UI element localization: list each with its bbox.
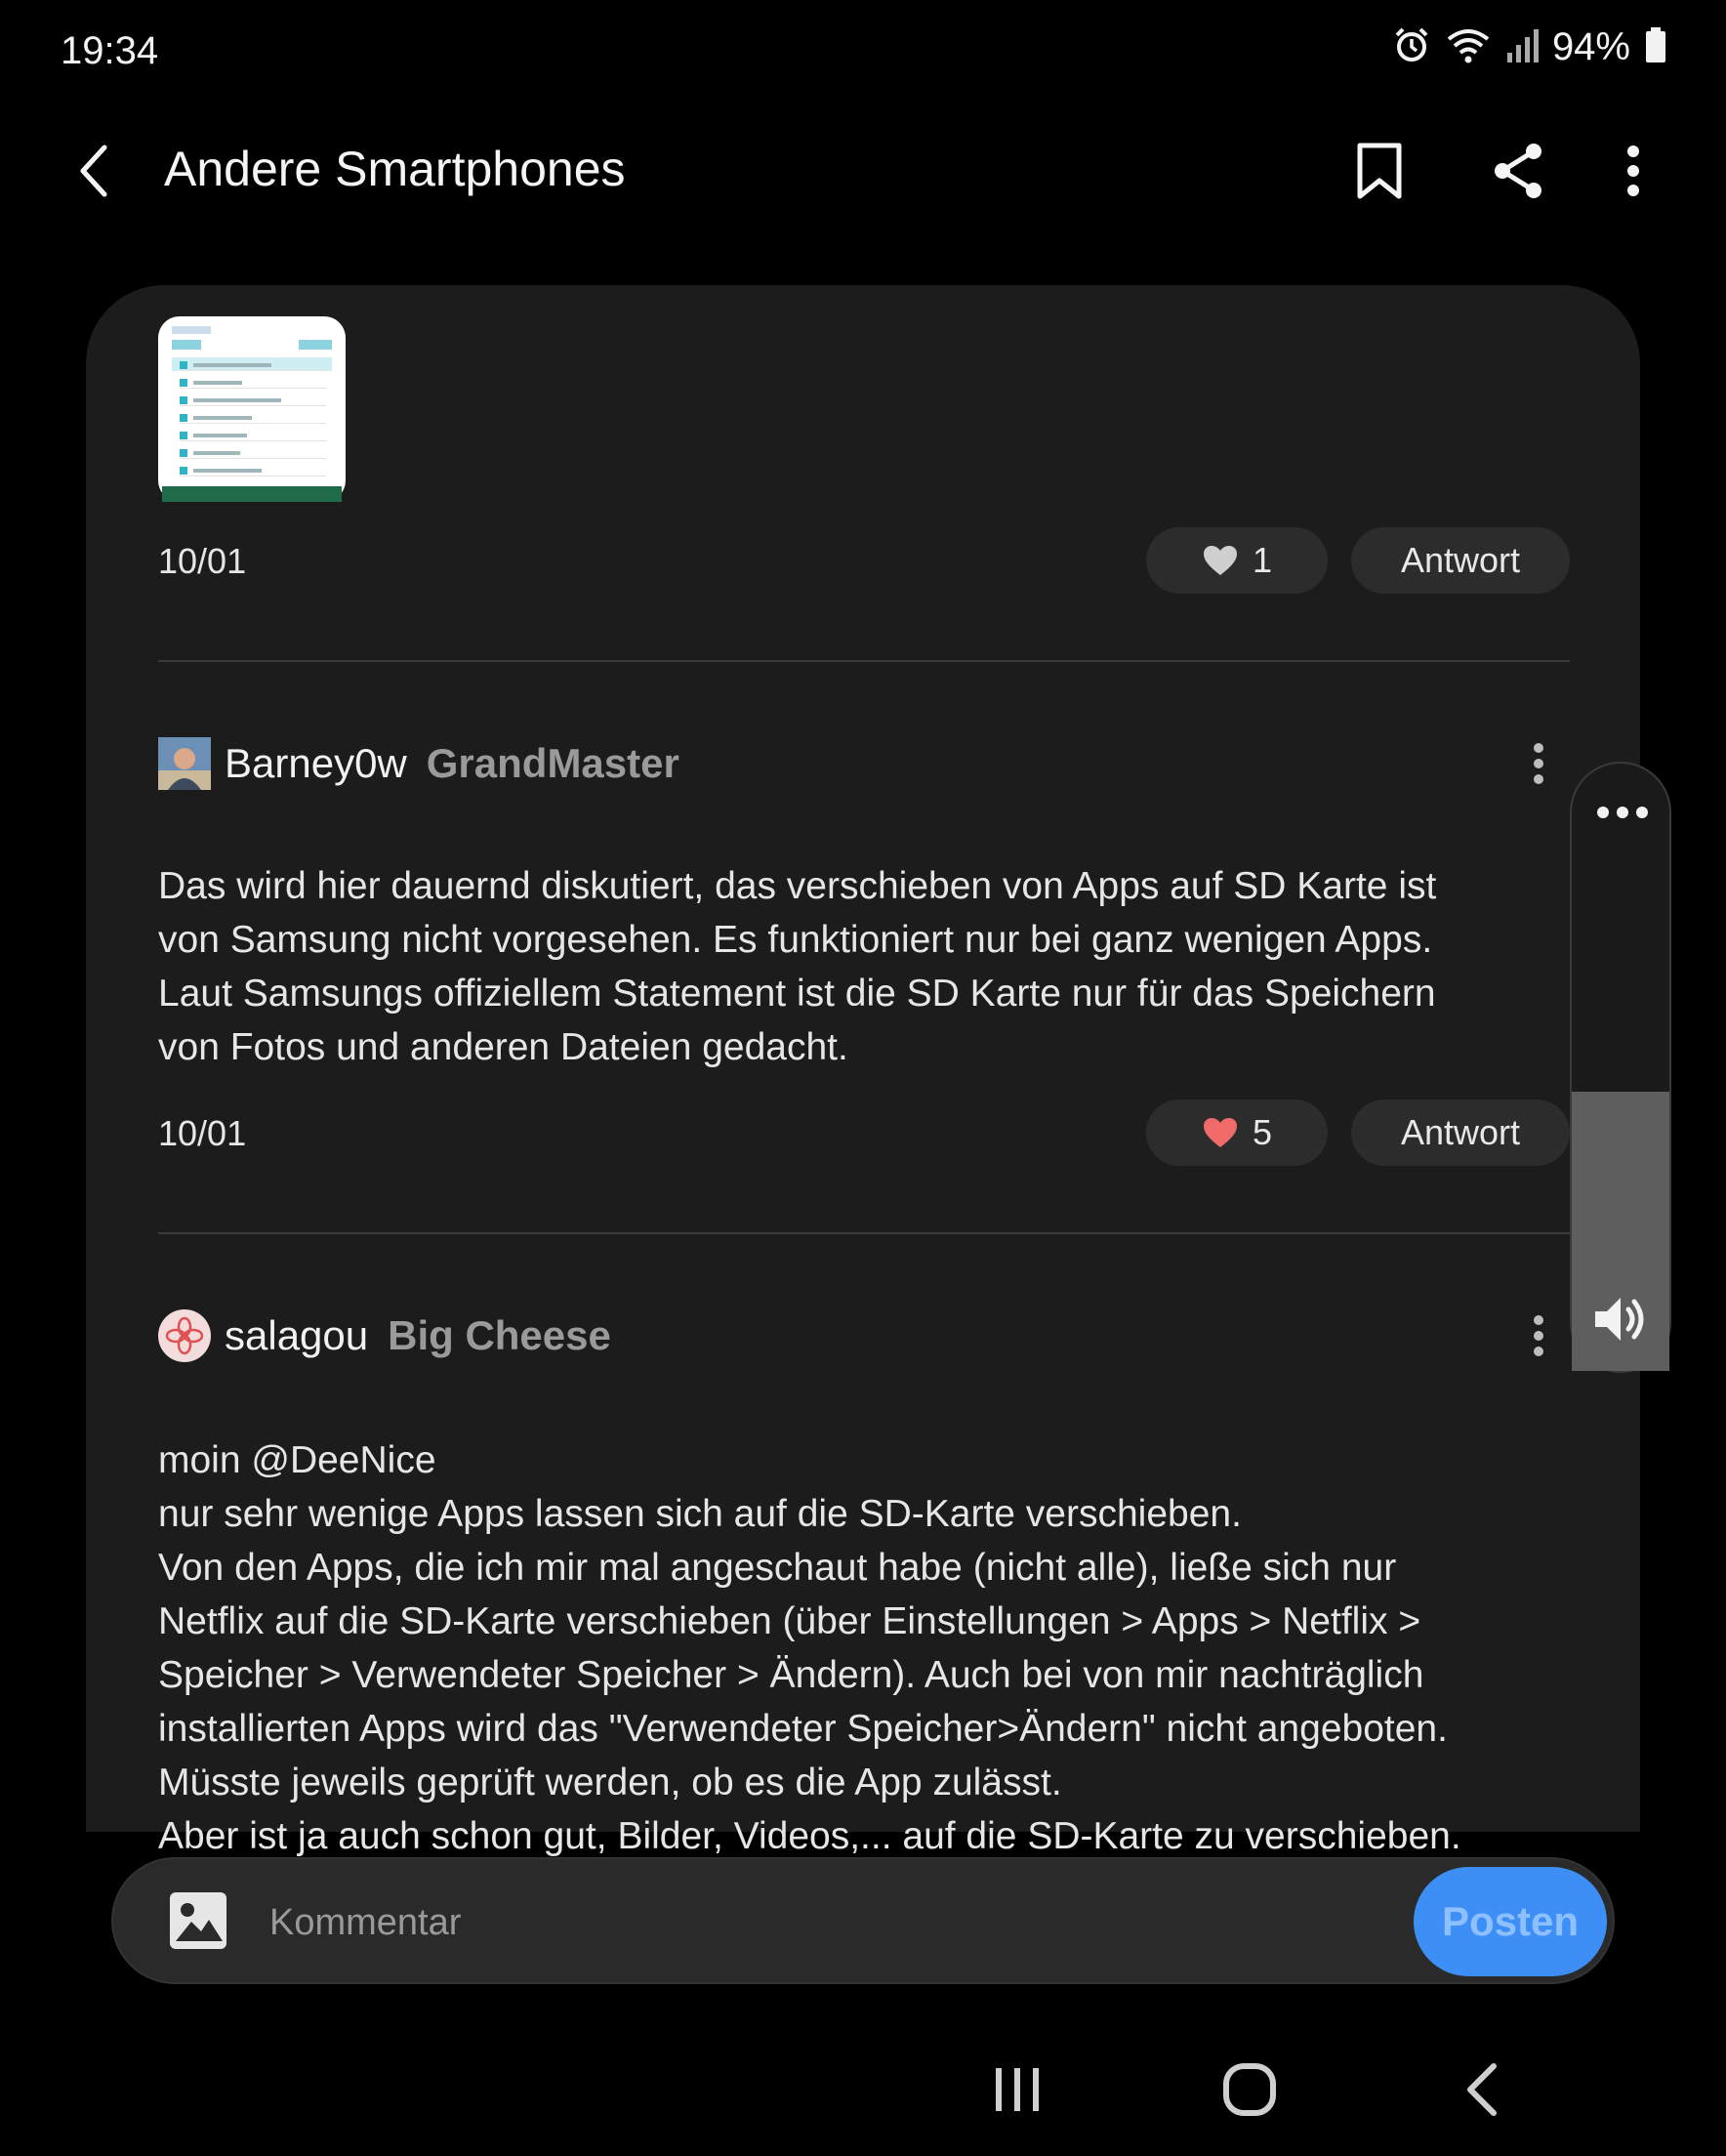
alarm-icon	[1392, 25, 1431, 69]
divider	[158, 1232, 1570, 1234]
app-bar	[0, 117, 1726, 225]
like-button[interactable]	[1146, 527, 1328, 594]
post-date: 10/01	[158, 1113, 247, 1153]
thumb-row	[180, 467, 326, 477]
avatar[interactable]	[158, 1309, 211, 1362]
back-icon	[1455, 2060, 1513, 2119]
author-rank: Big Cheese	[388, 1312, 611, 1358]
comment-menu-button[interactable]	[1519, 1306, 1558, 1365]
thumb-row	[180, 361, 326, 371]
home-icon	[1220, 2060, 1279, 2119]
reply-button[interactable]: Antwort	[1351, 1099, 1570, 1166]
status-icons	[1392, 25, 1667, 69]
more-options-button[interactable]	[1599, 137, 1667, 205]
image-icon	[168, 1890, 228, 1951]
like-button[interactable]	[1146, 1099, 1328, 1166]
thumb-row	[180, 414, 326, 424]
status-bar	[0, 0, 1726, 107]
volume-icon[interactable]	[1591, 1292, 1650, 1351]
more-horiz-icon[interactable]	[1595, 805, 1650, 825]
thumb-footer	[162, 486, 342, 502]
volume-panel[interactable]	[1570, 762, 1671, 1373]
author-name[interactable]: salagou	[225, 1312, 369, 1358]
system-nav-bar	[0, 2031, 1726, 2156]
comment-text: moin @DeeNice nur sehr wenige Apps lassen sich auf die SD-Karte verschieben. Von den Apps, die ich mir mal angeschaut habe (nicht alle), ließe sich nur Netflix auf die SD-Karte verschieben (über Einstellungen > Apps > Netflix > Speicher > Verwendeter Speicher > Ändern). Auch bei von mir nachträglich installierten Apps wird das "Verwendeter Speicher>Ändern" nicht angeboten. Müsste jeweils geprüft werden, ob es die App zulässt. Aber ist ja auch schon gut, Bilder, Videos,... auf die SD-Karte zu verschieben.	[158, 1439, 1461, 1857]
more-vert-icon	[1625, 142, 1641, 200]
like-count: 5	[1252, 1112, 1273, 1152]
thumb-button	[299, 340, 332, 350]
thumb-row	[180, 432, 326, 441]
author-rank: GrandMaster	[426, 740, 679, 786]
comment-bar	[111, 1857, 1615, 1984]
comment-input[interactable]	[269, 1888, 1246, 1957]
attachment-thumbnail[interactable]	[158, 316, 346, 502]
comment-feed[interactable]	[86, 285, 1640, 1857]
image-attach-button[interactable]	[168, 1890, 228, 1951]
author-name[interactable]: Barney0w	[225, 740, 407, 786]
more-vert-icon	[1533, 1314, 1544, 1357]
author-row[interactable]	[158, 1306, 611, 1365]
thumb-row	[180, 449, 326, 459]
share-icon	[1491, 142, 1545, 200]
page-title: Andere Smartphones	[164, 142, 626, 196]
author-row[interactable]	[158, 734, 679, 793]
recents-icon	[988, 2060, 1047, 2119]
heart-icon	[1202, 544, 1239, 577]
status-time: 19:34	[61, 29, 159, 72]
wifi-icon	[1445, 25, 1492, 69]
share-button[interactable]	[1484, 137, 1552, 205]
back-icon	[75, 144, 114, 198]
battery-percent: 94%	[1551, 25, 1630, 68]
home-button[interactable]	[1220, 2060, 1279, 2124]
signal-icon	[1505, 25, 1539, 69]
bookmark-button[interactable]	[1345, 137, 1414, 205]
post-button[interactable]: Posten	[1414, 1867, 1607, 1976]
thumb-row	[180, 379, 326, 389]
heart-icon	[1202, 1116, 1239, 1149]
more-vert-icon	[1533, 742, 1544, 785]
battery-icon	[1644, 25, 1667, 69]
like-count: 1	[1252, 540, 1273, 580]
thumb-header	[172, 326, 211, 334]
avatar[interactable]	[158, 737, 211, 790]
thumb-button	[172, 340, 201, 350]
system-back-button[interactable]	[1455, 2060, 1513, 2124]
back-button[interactable]	[61, 137, 129, 205]
comment-menu-button[interactable]	[1519, 734, 1558, 793]
recents-button[interactable]	[988, 2060, 1047, 2124]
post-date: 10/01	[158, 541, 247, 581]
bookmark-icon	[1356, 142, 1403, 200]
comment-text: Das wird hier dauernd diskutiert, das verschieben von Apps auf SD Karte ist von Samsung nicht vorgesehen. Es funktioniert nur bei ganz wenigen Apps. Laut Samsungs offiziellem Statement ist die SD Karte nur für das Speichern von Fotos und anderen Dateien gedacht.	[158, 865, 1437, 1068]
thumb-row	[180, 396, 326, 406]
divider	[158, 660, 1570, 662]
reply-button[interactable]: Antwort	[1351, 527, 1570, 594]
